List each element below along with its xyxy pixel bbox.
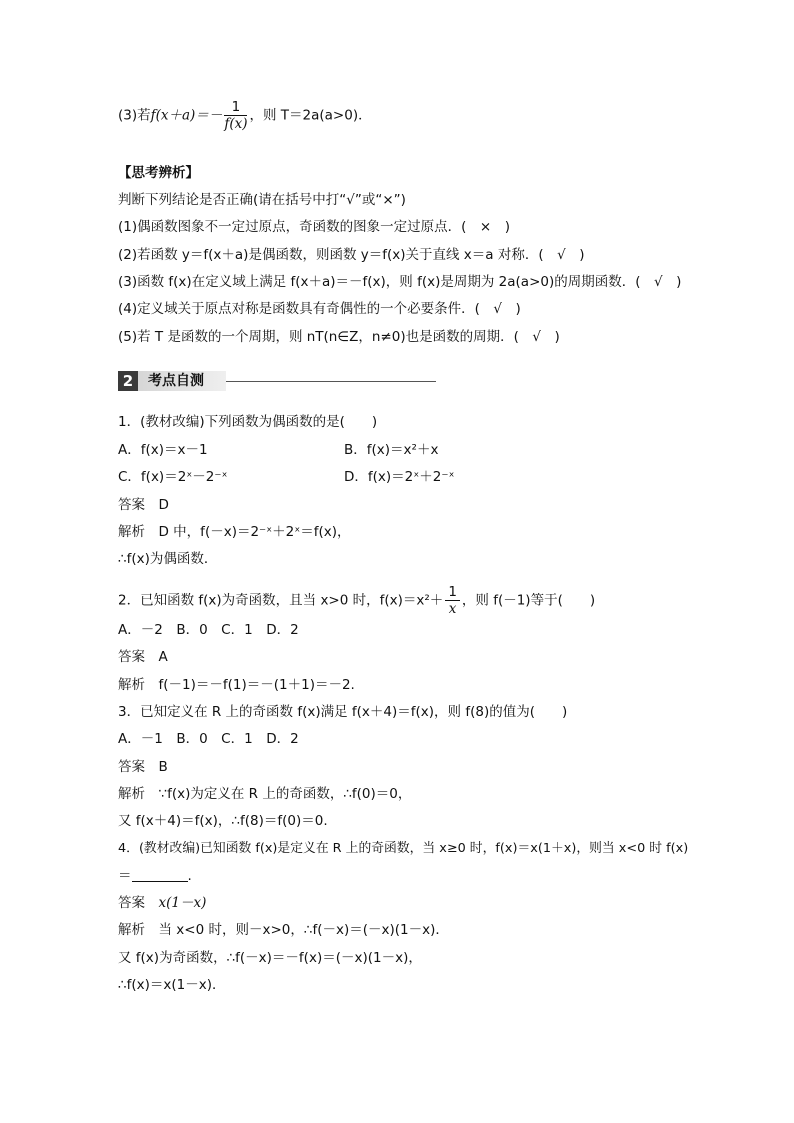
answer-label: 答案 bbox=[118, 895, 145, 911]
q2-stem bbox=[118, 584, 595, 617]
analysis-text: ∵f(x)为定义在 R 上的奇函数，∴f(0)＝0， bbox=[158, 786, 412, 802]
analysis-label: 解析 bbox=[118, 677, 145, 693]
answer-value: B bbox=[158, 759, 168, 775]
answer-label: 答案 bbox=[118, 759, 145, 775]
q1-analysis-line-2: ∴f(x)为偶函数． bbox=[118, 551, 218, 567]
q1-stem: 1．(教材改编)下列函数为偶函数的是( ) bbox=[118, 414, 378, 430]
q2-stem-part-1: 2．已知函数 f(x)为奇函数，且当 x>0 时，f(x)＝x²＋ bbox=[118, 592, 444, 609]
fraction-denominator: x bbox=[448, 601, 457, 617]
q4-stem-line-2 bbox=[118, 866, 192, 886]
q4-analysis bbox=[118, 920, 449, 940]
analysis-text: f(－1)＝－f(1)＝－(1＋1)＝－2. bbox=[158, 677, 355, 693]
property-3-line bbox=[118, 99, 372, 132]
think-item-3: (3)函数 f(x)在定义域上满足 f(x＋a)＝－f(x)，则 f(x)是周期为 2a(a>0)的周期函数．( √ ) bbox=[118, 274, 682, 290]
q3-answer bbox=[118, 757, 168, 777]
property-3-rhs: ，则 T＝2a(a>0)． bbox=[249, 107, 372, 124]
q2-answer bbox=[118, 647, 168, 667]
think-instruction: 判断下列结论是否正确(请在括号中打“√”或“×”) bbox=[118, 192, 406, 208]
q3-analysis-line-2: 又 f(x＋4)＝f(x)，∴f(8)＝f(0)＝0. bbox=[118, 813, 328, 829]
q4-analysis-line-2: 又 f(x)为奇函数，∴f(－x)＝－f(x)＝(－x)(1－x)， bbox=[118, 950, 422, 966]
q2-stem-part-2: ，则 f(－1)等于( ) bbox=[461, 592, 596, 609]
q3-analysis bbox=[118, 784, 411, 804]
answer-label: 答案 bbox=[118, 649, 145, 665]
answer-label: 答案 bbox=[118, 497, 145, 513]
answer-value: D bbox=[158, 497, 169, 513]
think-item-5: (5)若 T 是函数的一个周期，则 nT(n∈Z，n≠0)也是函数的周期．( √ ) bbox=[118, 329, 560, 345]
answer-value: A bbox=[158, 649, 168, 665]
section-title: 考点自测 bbox=[138, 371, 226, 391]
analysis-label: 解析 bbox=[118, 786, 145, 802]
think-item-4: (4)定义域关于原点对称是函数具有奇偶性的一个必要条件．( √ ) bbox=[118, 301, 521, 317]
q1-option-a: A．f(x)＝x－1 bbox=[118, 442, 208, 458]
q3-stem: 3．已知定义在 R 上的奇函数 f(x)满足 f(x＋4)＝f(x)，则 f(8)的值为( ) bbox=[118, 704, 568, 720]
q1-option-d: D．f(x)＝2ˣ＋2⁻ˣ bbox=[344, 469, 455, 485]
q1-options-row-2 bbox=[118, 467, 454, 487]
property-3-lhs: f(x＋a)＝－ bbox=[150, 107, 223, 124]
property-3-fraction bbox=[224, 99, 247, 132]
q1-options-row-1 bbox=[118, 440, 438, 460]
answer-blank bbox=[132, 867, 188, 882]
analysis-text: 当 x<0 时，则－x>0，∴f(－x)＝(－x)(1－x)． bbox=[158, 922, 449, 938]
q1-analysis bbox=[118, 522, 351, 542]
think-item-2: (2)若函数 y＝f(x＋a)是偶函数，则函数 y＝f(x)关于直线 x＝a 对称．( √ ) bbox=[118, 247, 585, 263]
section-number-badge: 2 bbox=[118, 371, 138, 391]
q4-equals: ＝ bbox=[118, 868, 132, 884]
q2-fraction bbox=[445, 584, 460, 617]
fraction-numerator: 1 bbox=[445, 584, 460, 601]
analysis-label: 解析 bbox=[118, 524, 145, 540]
q1-answer bbox=[118, 495, 169, 515]
q2-options: A．－2 B．0 C．1 D．2 bbox=[118, 622, 299, 638]
q4-stem: 4．(教材改编)已知函数 f(x)是定义在 R 上的奇函数，当 x≥0 时，f(x)＝x(1＋x)，则当 x<0 时 f(x) bbox=[118, 841, 689, 856]
fraction-numerator: 1 bbox=[224, 99, 247, 116]
q1-option-b: B．f(x)＝x²＋x bbox=[344, 442, 439, 458]
section-divider bbox=[226, 381, 436, 382]
property-3-prefix: (3)若 bbox=[118, 107, 151, 124]
q4-answer bbox=[118, 893, 206, 913]
think-section-title: 【思考辨析】 bbox=[118, 165, 199, 181]
analysis-label: 解析 bbox=[118, 922, 145, 938]
q2-analysis bbox=[118, 675, 355, 695]
q4-analysis-line-3: ∴f(x)＝x(1－x)． bbox=[118, 977, 226, 993]
q4-period: . bbox=[187, 868, 192, 884]
q3-options: A．－1 B．0 C．1 D．2 bbox=[118, 731, 299, 747]
fraction-denominator: f(x) bbox=[224, 116, 248, 132]
think-item-1: (1)偶函数图象不一定过原点，奇函数的图象一定过原点．( × ) bbox=[118, 219, 510, 235]
analysis-text: D 中，f(－x)＝2⁻ˣ＋2ˣ＝f(x)， bbox=[158, 524, 351, 540]
answer-value: x(1－x) bbox=[158, 895, 207, 911]
q1-option-c: C．f(x)＝2ˣ－2⁻ˣ bbox=[118, 469, 228, 485]
